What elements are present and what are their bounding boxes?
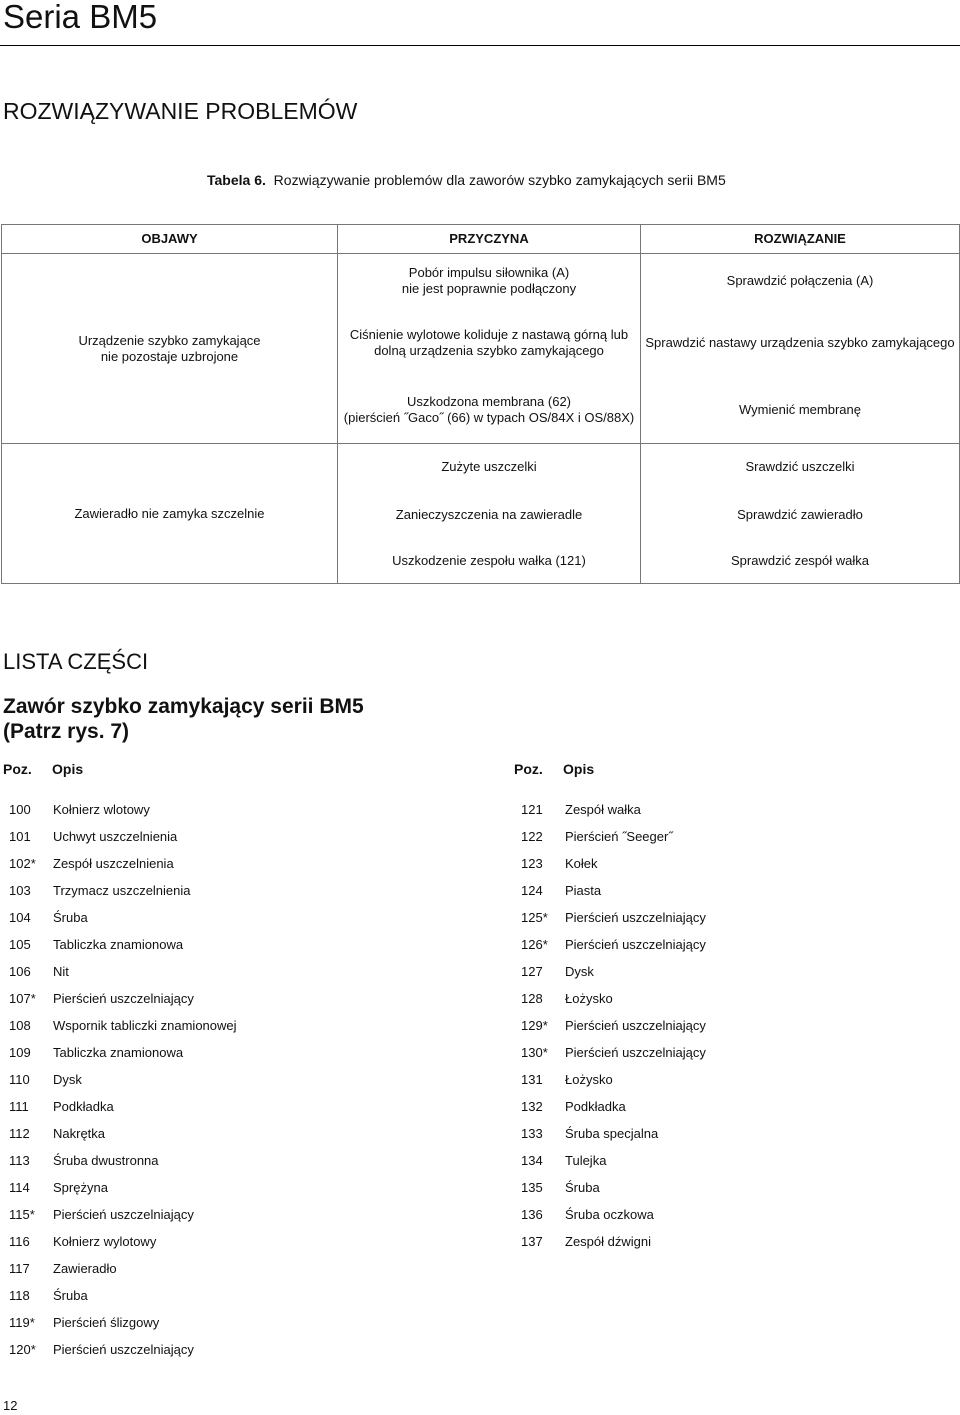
part-position: 135 [521, 1180, 543, 1195]
solution-cell: Sprawdzić zespół wałka [641, 539, 960, 584]
part-position: 128 [521, 991, 543, 1006]
part-description: Pierścień ślizgowy [53, 1315, 160, 1330]
cause-cell: Uszkodzenie zespołu wałka (121) [338, 539, 641, 584]
part-description: Łożysko [565, 1072, 613, 1087]
cause-cell: Pobór impulsu siłownika (A) nie jest poprawnie podłączony [338, 254, 641, 309]
part-position: 120* [9, 1342, 36, 1357]
part-description: Pierścień uszczelniający [53, 1207, 194, 1222]
table-caption [207, 172, 726, 188]
part-position: 122 [521, 829, 543, 844]
part-description: Pierścień ˝Seeger˝ [565, 829, 673, 844]
list-item [9, 1341, 479, 1368]
part-position: 136 [521, 1207, 543, 1222]
list-item [9, 909, 479, 936]
list-item [521, 990, 951, 1017]
part-position: 100 [9, 802, 31, 817]
part-position: 110 [9, 1072, 30, 1087]
table-caption-text: Rozwiązywanie problemów dla zaworów szybko zamykających serii BM5 [273, 172, 726, 188]
part-description: Zespół dźwigni [565, 1234, 651, 1249]
part-position: 109 [9, 1045, 31, 1060]
cause-cell: Ciśnienie wylotowe koliduje z nastawą górną lub dolną urządzenia szybko zamykającego [338, 309, 641, 378]
parts-list-subtitle: Zawór szybko zamykający serii BM5 (Patrz rys. 7) [3, 695, 364, 743]
solution-cell: Sprawdzić połączenia (A) [641, 254, 960, 309]
cause-cell: Zanieczyszczenia na zawieradle [338, 491, 641, 539]
list-item [9, 1125, 479, 1152]
part-description: Śruba [565, 1180, 600, 1195]
list-item [521, 963, 951, 990]
part-description: Podkładka [53, 1099, 114, 1114]
column-header-desc: Opis [52, 761, 84, 777]
part-description: Zespół wałka [565, 802, 641, 817]
cause-cell: Zużyte uszczelki [338, 444, 641, 491]
part-position: 125* [521, 910, 548, 925]
list-item [521, 936, 951, 963]
part-position: 116 [9, 1234, 30, 1249]
part-description: Tabliczka znamionowa [53, 1045, 184, 1060]
solution-cell: Sprawdzić zawieradło [641, 491, 960, 539]
part-position: 124 [521, 883, 543, 898]
list-item [9, 882, 479, 909]
part-description: Zespół uszczelnienia [53, 856, 174, 871]
part-position: 126* [521, 937, 548, 952]
list-item [521, 882, 951, 909]
part-description: Pierścień uszczelniający [565, 1045, 706, 1060]
part-description: Śruba oczkowa [565, 1207, 654, 1222]
part-position: 105 [9, 937, 31, 952]
part-description: Dysk [565, 964, 594, 979]
part-description: Piasta [565, 883, 602, 898]
part-position: 123 [521, 856, 543, 871]
symptom-cell: Urządzenie szybko zamykające nie pozostaje uzbrojone [2, 254, 338, 444]
list-item [9, 1098, 479, 1125]
parts-list-left [9, 801, 479, 1368]
list-item [9, 963, 479, 990]
part-position: 114 [9, 1180, 30, 1195]
part-position: 101 [9, 829, 31, 844]
list-item [521, 801, 951, 828]
list-item [9, 1206, 479, 1233]
list-item [521, 855, 951, 882]
part-position: 102* [9, 856, 36, 871]
solution-cell: Wymienić membranę [641, 378, 960, 444]
page-number: 12 [3, 1398, 18, 1413]
part-description: Kołek [565, 856, 598, 871]
list-item [521, 1233, 951, 1260]
list-item [521, 1071, 951, 1098]
solution-cell: Srawdzić uszczelki [641, 444, 960, 491]
list-item [9, 1152, 479, 1179]
part-position: 129* [521, 1018, 548, 1033]
header-divider [0, 45, 960, 46]
part-description: Zawieradło [53, 1261, 117, 1276]
part-description: Wspornik tabliczki znamionowej [53, 1018, 237, 1033]
part-description: Śruba dwustronna [53, 1153, 159, 1168]
list-item [521, 1206, 951, 1233]
list-item [9, 1179, 479, 1206]
part-description: Sprężyna [53, 1180, 108, 1195]
part-position: 127 [521, 964, 543, 979]
document-series-title: Seria BM5 [3, 0, 158, 35]
part-description: Pierścień uszczelniający [565, 910, 706, 925]
parts-left-column-header [3, 761, 84, 777]
list-item [9, 801, 479, 828]
part-position: 115* [9, 1207, 35, 1222]
list-item [521, 1017, 951, 1044]
list-item [9, 1233, 479, 1260]
part-description: Nit [53, 964, 69, 979]
parts-list-right [521, 801, 951, 1260]
part-description: Łożysko [565, 991, 613, 1006]
list-item [9, 855, 479, 882]
list-item [9, 1314, 479, 1341]
part-description: Nakrętka [53, 1126, 106, 1141]
list-item [521, 1044, 951, 1071]
table-caption-label: Tabela 6. [207, 172, 266, 188]
part-description: Śruba [53, 1288, 88, 1303]
solution-cell: Sprawdzić nastawy urządzenia szybko zamykającego [641, 309, 960, 378]
part-description: Pierścień uszczelniający [565, 937, 706, 952]
list-item [521, 1152, 951, 1179]
part-description: Tulejka [565, 1153, 607, 1168]
list-item [521, 1179, 951, 1206]
symptom-cell: Zawieradło nie zamyka szczelnie [2, 444, 338, 584]
troubleshooting-heading: ROZWIĄZYWANIE PROBLEMÓW [3, 98, 358, 124]
list-item [9, 1017, 479, 1044]
column-header-pos: Poz. [514, 761, 543, 777]
part-position: 108 [9, 1018, 31, 1033]
part-position: 137 [521, 1234, 543, 1249]
part-description: Pierścień uszczelniający [53, 1342, 194, 1357]
table-row [2, 444, 960, 491]
list-item [9, 828, 479, 855]
parts-right-column-header [514, 761, 595, 777]
part-position: 131 [521, 1072, 543, 1087]
part-description: Uchwyt uszczelnienia [53, 829, 178, 844]
list-item [9, 1260, 479, 1287]
part-description: Dysk [53, 1072, 82, 1087]
column-header-pos: Poz. [3, 761, 32, 777]
part-position: 121 [521, 802, 543, 817]
part-description: Kołnierz wylotowy [53, 1234, 157, 1249]
part-position: 107* [9, 991, 36, 1006]
header-solution: ROZWIĄZANIE [641, 225, 960, 254]
table-row [2, 254, 960, 309]
list-item [521, 828, 951, 855]
list-item [9, 936, 479, 963]
parts-list-heading: LISTA CZĘŚCI [3, 649, 149, 674]
part-position: 119* [9, 1315, 35, 1330]
part-position: 113 [9, 1153, 30, 1168]
part-position: 130* [521, 1045, 548, 1060]
part-description: Podkładka [565, 1099, 626, 1114]
part-position: 112 [9, 1126, 30, 1141]
troubleshooting-header-row [2, 225, 960, 254]
part-position: 133 [521, 1126, 543, 1141]
list-item [521, 1098, 951, 1125]
part-position: 104 [9, 910, 31, 925]
column-header-desc: Opis [563, 761, 595, 777]
part-position: 103 [9, 883, 31, 898]
header-cause: PRZYCZYNA [338, 225, 641, 254]
list-item [9, 1287, 479, 1314]
part-position: 118 [9, 1288, 30, 1303]
part-description: Pierścień uszczelniający [565, 1018, 706, 1033]
part-position: 117 [9, 1261, 30, 1276]
list-item [521, 909, 951, 936]
list-item [9, 990, 479, 1017]
part-description: Trzymacz uszczelnienia [53, 883, 191, 898]
header-symptoms: OBJAWY [2, 225, 338, 254]
part-description: Śruba [53, 910, 88, 925]
part-position: 106 [9, 964, 31, 979]
part-description: Pierścień uszczelniający [53, 991, 194, 1006]
list-item [9, 1071, 479, 1098]
part-position: 132 [521, 1099, 543, 1114]
part-description: Kołnierz wlotowy [53, 802, 150, 817]
list-item [9, 1044, 479, 1071]
part-description: Śruba specjalna [565, 1126, 659, 1141]
part-description: Tabliczka znamionowa [53, 937, 184, 952]
cause-cell: Uszkodzona membrana (62) (pierścień ˝Gaco˝ (66) w typach OS/84X i OS/88X) [338, 378, 641, 444]
troubleshooting-table [1, 224, 960, 584]
part-position: 134 [521, 1153, 543, 1168]
part-position: 111 [9, 1099, 29, 1114]
list-item [521, 1125, 951, 1152]
